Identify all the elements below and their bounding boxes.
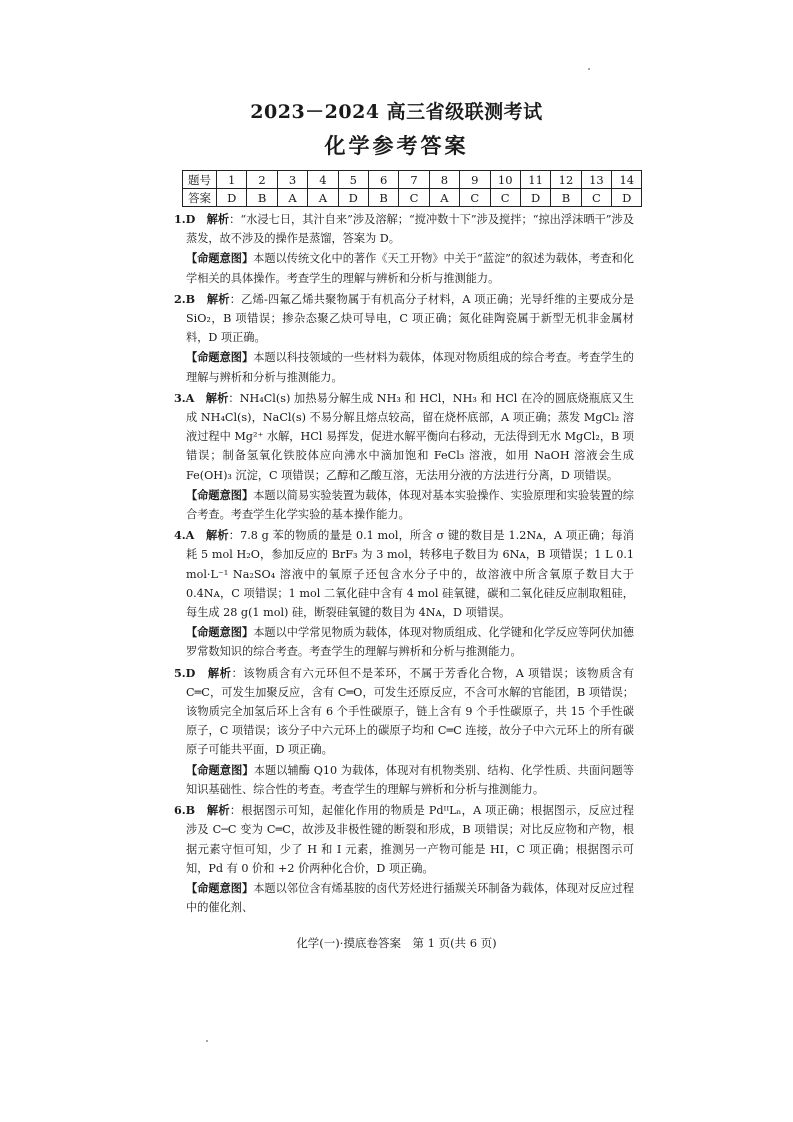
answer-cell: D <box>612 189 642 207</box>
answer-cell: D <box>520 189 550 207</box>
question-label: 4.A <box>174 528 195 543</box>
answer-cell: A <box>277 189 307 207</box>
analysis-tag: 解析 <box>205 529 229 543</box>
question-block <box>174 389 634 524</box>
question-number-cell: 9 <box>460 171 490 189</box>
scan-speck <box>588 68 590 70</box>
intent-text: 本题以科技领域的一些材料为载体，体现对物质组成的综合考查。考查学生的理解与辨析和分析与推测能力。 <box>186 351 634 384</box>
analysis-paragraph: 2.B 解析：乙烯-四氟乙烯共聚物属于有机高分子材料，A 项正确；光导纤维的主要成分是 SiO₂，B 项错误；掺杂态聚乙炔可导电，C 项正确；氮化硅陶瓷属于新型无机非金属材料，D 项正确。 <box>174 291 634 345</box>
question-number-cell: 13 <box>581 171 611 189</box>
intent-paragraph <box>174 348 634 386</box>
intent-tag: 【命题意图】 <box>186 626 254 640</box>
intent-paragraph <box>174 486 634 524</box>
intent-tag: 【命题意图】 <box>186 763 254 777</box>
question-number-cell: 10 <box>490 171 520 189</box>
answer-explanations <box>174 210 634 919</box>
analysis-text: 7.8 g 苯的物质的量是 0.1 mol，所含 σ 键的数目是 1.2Nᴀ，A 项正确；每消耗 5 mol H₂O，参加反应的 BrF₃ 为 3 mol，转移电子数目为 6Nᴀ，B 项错误；1 L 0.1 mol·L⁻¹ Na₂SO₄ 溶液中的氧原子还包含水分子中的，故溶液中所含氧原子数目大于 0.4Nᴀ，C 项错误；1 mol 二氧化硅中含有 4 mol 硅氧键，碳和二氧化硅反应制取粗硅，每生成 28 g(1 mol) 硅，断裂硅氧键的数目为 4Nᴀ，D 项错误。 <box>186 529 634 620</box>
row-label-question-number: 题号 <box>183 171 217 189</box>
analysis-paragraph: 1.D 解析：“水浸七日，其汁自来”涉及溶解；“搅冲数十下”涉及搅拌；“掠出浮沫晒干”涉及蒸发，故不涉及的操作是蒸馏，答案为 D。 <box>174 212 634 246</box>
row-label-answer: 答案 <box>183 189 217 207</box>
analysis-tag: 解析 <box>206 804 230 818</box>
question-block <box>174 290 634 387</box>
question-number-cell: 1 <box>217 171 247 189</box>
question-label: 5.D <box>174 665 196 680</box>
intent-tag: 【命题意图】 <box>186 351 254 365</box>
analysis-text: NH₄Cl(s) 加热易分解生成 NH₃ 和 HCl，NH₃ 和 HCl 在冷的圆底烧瓶底又生成 NH₄Cl(s)，NaCl(s) 不易分解且熔点较高，留在烧杯底部，A 项正确；蒸发 MgCl₂ 溶液过程中 Mg²⁺ 水解，HCl 易挥发，促进水解平衡向右移动，无法得到无水 MgCl₂，B 项错误；制备氢氧化铁胶体应向沸水中滴加饱和 FeCl₃ 溶液，如用 NaOH 溶液会生成 Fe(OH)₃ 沉淀，C 项错误；乙醇和乙酸互溶，无法用分液的方法进行分离，D 项错误。 <box>186 391 634 482</box>
answer-cell: C <box>460 189 490 207</box>
question-number-cell: 12 <box>551 171 581 189</box>
question-block <box>174 664 634 799</box>
intent-paragraph <box>174 623 634 661</box>
analysis-tag: 解析 <box>206 213 230 226</box>
intent-text: 本题以邻位含有烯基胺的卤代芳烃进行插羰关环制备为载体，体现对反应过程中的催化剂、 <box>186 881 634 915</box>
answer-cell: B <box>368 189 398 207</box>
answer-key-table <box>182 170 642 207</box>
question-block <box>174 801 634 917</box>
intent-paragraph <box>174 761 634 799</box>
question-number-cell: 14 <box>612 171 642 189</box>
answer-cell: B <box>551 189 581 207</box>
exam-title: 2023－2024 高三省级联测考试 <box>250 101 543 123</box>
answer-cell: C <box>490 189 520 207</box>
answer-cell: B <box>247 189 277 207</box>
question-number-cell: 5 <box>338 171 368 189</box>
page-footer: 化学(一)·摸底卷答案 第 1 页(共 6 页) <box>296 936 497 950</box>
answer-cell: C <box>399 189 429 207</box>
analysis-paragraph: 4.A 解析：7.8 g 苯的物质的量是 0.1 mol，所含 σ 键的数目是 1.2Nᴀ，A 项正确；每消耗 5 mol H₂O，参加反应的 BrF₃ 为 3 mol，转移电子数目为 6Nᴀ，B 项错误；1 L 0.1 mol·L⁻¹ Na₂SO₄ 溶液中的氧原子还包含水分子中的，故溶液中所含氧原子数目大于 0.4Nᴀ，C 项错误；1 mol 二氧化硅中含有 4 mol 硅氧键，碳和二氧化硅反应制取粗硅，每生成 28 g(1 mol) 硅，断裂硅氧键的数目为 4Nᴀ，D 项错误。 <box>174 528 634 620</box>
intent-text: 本题以简易实验装置为载体，体现对基本实验操作、实验原理和实验装置的综合考查。考查学生化学实验的基本操作能力。 <box>186 488 634 522</box>
intent-text: 本题以传统文化中的著作《天工开物》中关于“蓝淀”的叙述为载体，考查和化学相关的具体操作。考查学生的理解与辨析和分析与推测能力。 <box>186 252 634 285</box>
analysis-tag: 解析 <box>205 391 229 405</box>
question-number-cell: 6 <box>368 171 398 189</box>
intent-tag: 【命题意图】 <box>186 881 254 895</box>
answer-cell: C <box>581 189 611 207</box>
analysis-paragraph: 6.B 解析：根据图示可知，起催化作用的物质是 PdᴵᴵLₙ，A 项正确；根据图示，反应过程涉及 C─C 变为 C═C，故涉及非极性键的断裂和形成，B 项错误；对比反应物和产物，根据元素守恒可知，少了 H 和 I 元素，推测另一产物可能是 HI，C 项正确；根据图示可知，Pd 有 0 价和 +2 价两种化合价，D 项正确。 <box>174 803 634 875</box>
question-number-cell: 2 <box>247 171 277 189</box>
analysis-text: 乙烯-四氟乙烯共聚物属于有机高分子材料，A 项正确；光导纤维的主要成分是 SiO₂，B 项错误；掺杂态聚乙炔可导电，C 项正确；氮化硅陶瓷属于新型无机非金属材料，D 项正确。 <box>186 292 634 345</box>
intent-tag: 【命题意图】 <box>186 488 254 502</box>
analysis-text: 该物质含有六元环但不是苯环，不属于芳香化合物，A 项错误；该物质含有 C═C，可发生加聚反应，含有 C═O，可发生还原反应，不含可水解的官能团，B 项错误；该物质完全加氢后环上含有 6 个手性碳原子，链上含有 9 个手性碳原子，共 15 个手性碳原子，C 项错误；该分子中六元环上的碳原子均和 C═C 连接，故分子中六元环上的所有碳原子可能共平面，D 项正确。 <box>186 666 634 757</box>
intent-text: 本题以中学常见物质为载体，体现对物质组成、化学键和化学反应等阿伏加德罗常数知识的综合考查。考查学生的理解与辨析和分析与推测能力。 <box>186 626 634 659</box>
document-title: 化学参考答案 <box>324 133 469 158</box>
analysis-text: “水浸七日，其汁自来”涉及溶解；“搅冲数十下”涉及搅拌；“掠出浮沫晒干”涉及蒸发，故不涉及的操作是蒸馏，答案为 D。 <box>186 213 634 246</box>
question-block <box>174 526 634 661</box>
analysis-text: 根据图示可知，起催化作用的物质是 PdᴵᴵLₙ，A 项正确；根据图示，反应过程涉及 C─C 变为 C═C，故涉及非极性键的断裂和形成，B 项错误；对比反应物和产物，根据元素守恒可知，少了 H 和 I 元素，推测另一产物可能是 HI，C 项正确；根据图示可知，Pd 有 0 价和 +2 价两种化合价，D 项正确。 <box>186 804 634 875</box>
analysis-paragraph: 3.A 解析：NH₄Cl(s) 加热易分解生成 NH₃ 和 HCl，NH₃ 和 HCl 在冷的圆底烧瓶底又生成 NH₄Cl(s)，NaCl(s) 不易分解且熔点较高，留在烧杯底部，A 项正确；蒸发 MgCl₂ 溶液过程中 Mg²⁺ 水解，HCl 易挥发，促进水解平衡向右移动，无法得到无水 MgCl₂，B 项错误；制备氢氧化铁胶体应向沸水中滴加饱和 FeCl₃ 溶液，如用 NaOH 溶液会生成 Fe(OH)₃ 沉淀，C 项错误；乙醇和乙酸互溶，无法用分液的方法进行分离，D 项错误。 <box>174 390 634 482</box>
question-number-row <box>183 171 642 189</box>
analysis-tag: 解析 <box>207 666 232 680</box>
question-label: 6.B <box>174 803 196 818</box>
answer-cell: D <box>217 189 247 207</box>
question-number-cell: 8 <box>429 171 459 189</box>
question-number-cell: 3 <box>277 171 307 189</box>
analysis-paragraph: 5.D 解析：该物质含有六元环但不是苯环，不属于芳香化合物，A 项错误；该物质含有 C═C，可发生加聚反应，含有 C═O，可发生还原反应，不含可水解的官能团，B 项错误；该物质完全加氢后环上含有 6 个手性碳原子，链上含有 9 个手性碳原子，共 15 个手性碳原子，C 项错误；该分子中六元环上的碳原子均和 C═C 连接，故分子中六元环上的所有碳原子可能共平面，D 项正确。 <box>174 665 634 757</box>
intent-paragraph <box>174 879 634 917</box>
question-block <box>174 210 634 288</box>
question-label: 1.D <box>174 212 196 226</box>
question-number-cell: 11 <box>520 171 550 189</box>
answer-cell: A <box>429 189 459 207</box>
answer-row <box>183 189 642 207</box>
scan-speck <box>206 1040 208 1042</box>
intent-text: 本题以辅酶 Q10 为载体，体现对有机物类别、结构、化学性质、共面问题等知识基础性、综合性的考查。考查学生的理解与辨析和分析与推测能力。 <box>186 763 634 796</box>
intent-tag: 【命题意图】 <box>186 252 254 266</box>
answer-cell: D <box>338 189 368 207</box>
answer-cell: A <box>308 189 338 207</box>
question-label: 2.B <box>174 291 196 306</box>
question-label: 3.A <box>174 390 195 405</box>
question-number-cell: 7 <box>399 171 429 189</box>
intent-paragraph <box>174 249 634 287</box>
question-number-cell: 4 <box>308 171 338 189</box>
analysis-tag: 解析 <box>206 292 230 306</box>
